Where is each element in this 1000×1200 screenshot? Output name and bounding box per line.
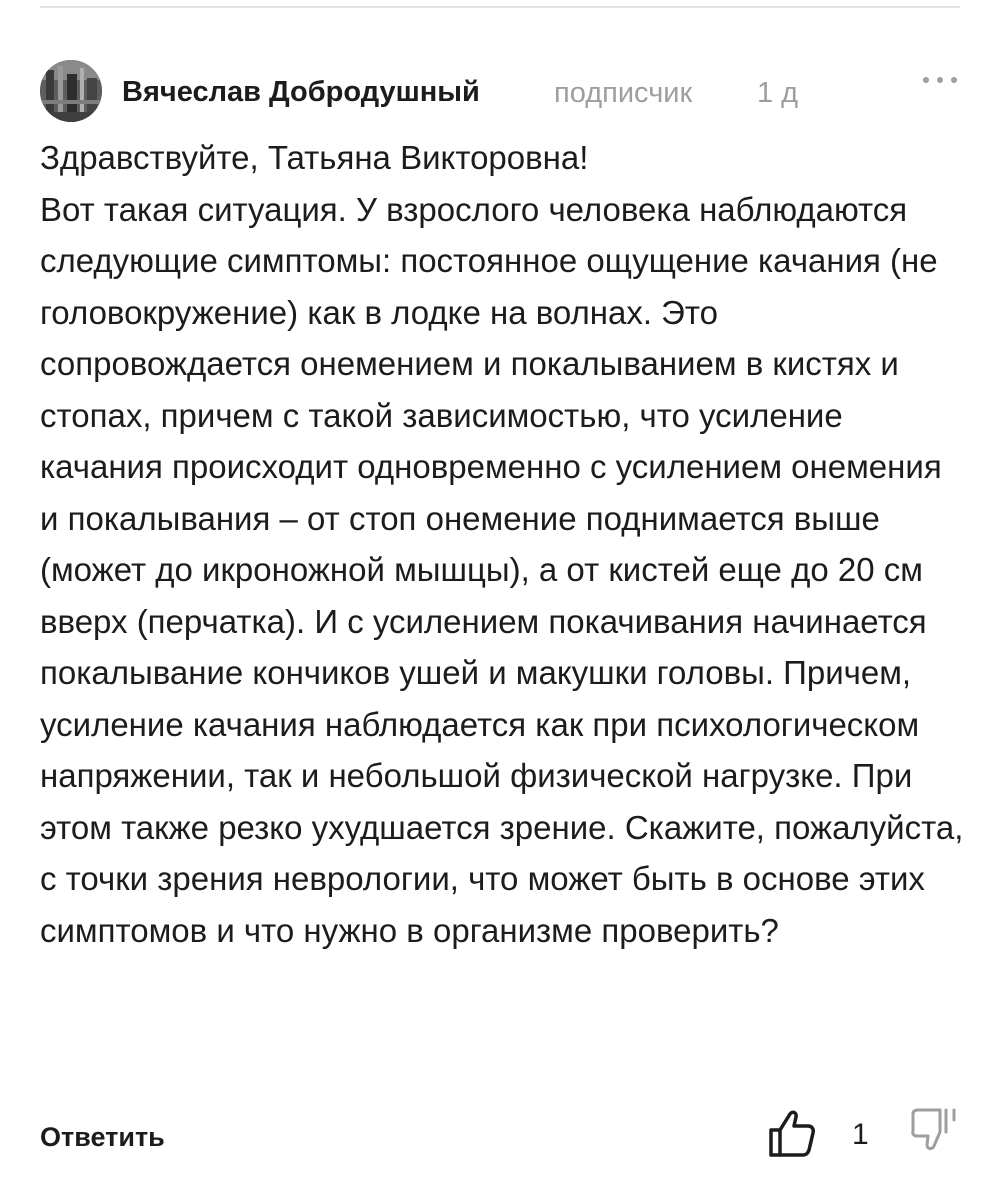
author-name[interactable]: Вячеслав Добродушный xyxy=(122,76,480,108)
like-count: 1 xyxy=(852,1118,869,1151)
comment-paragraph: Здравствуйте, Татьяна Викторовна! xyxy=(40,139,589,176)
author-avatar[interactable] xyxy=(40,60,102,122)
avatar-photo-icon xyxy=(40,60,102,122)
comment-footer xyxy=(40,1108,960,1172)
comment-header xyxy=(40,60,960,124)
reply-button[interactable]: Ответить xyxy=(40,1122,165,1152)
more-dots-icon[interactable] xyxy=(920,70,960,90)
comment-timestamp: 1 д xyxy=(757,77,799,109)
top-divider xyxy=(40,6,960,8)
thumbs-down-icon[interactable] xyxy=(910,1106,960,1156)
author-role-label: подписчик xyxy=(554,77,693,109)
comment-text xyxy=(40,132,965,956)
thumbs-up-icon[interactable] xyxy=(768,1108,816,1158)
comment-paragraph: Вот такая ситуация. У взрослого человека наблюдаются следующие симптомы: постоянное ощущение качания (не головокружение) как в лодке на волнах. Это сопровождается онемением и покалыванием в кистях и стопах, причем с такой зависимостью, что усиление качания происходит одновременно с усилением онемения и покалывания – от стоп онемение поднимается выше (может до икроножной мышцы), а от кистей еще до 20 см вверх (перчатка). И с усилением покачивания начинается покалывание кончиков ушей и макушки головы. Причем, усиление качания наблюдается как при психологическом напряжении, так и небольшой физической нагрузке. При этом также резко ухудшается зрение. Скажите, пожалуйста, с точки зрения неврологии, что может быть в основе этих симптомов и что нужно в организме проверить? xyxy=(40,190,964,949)
